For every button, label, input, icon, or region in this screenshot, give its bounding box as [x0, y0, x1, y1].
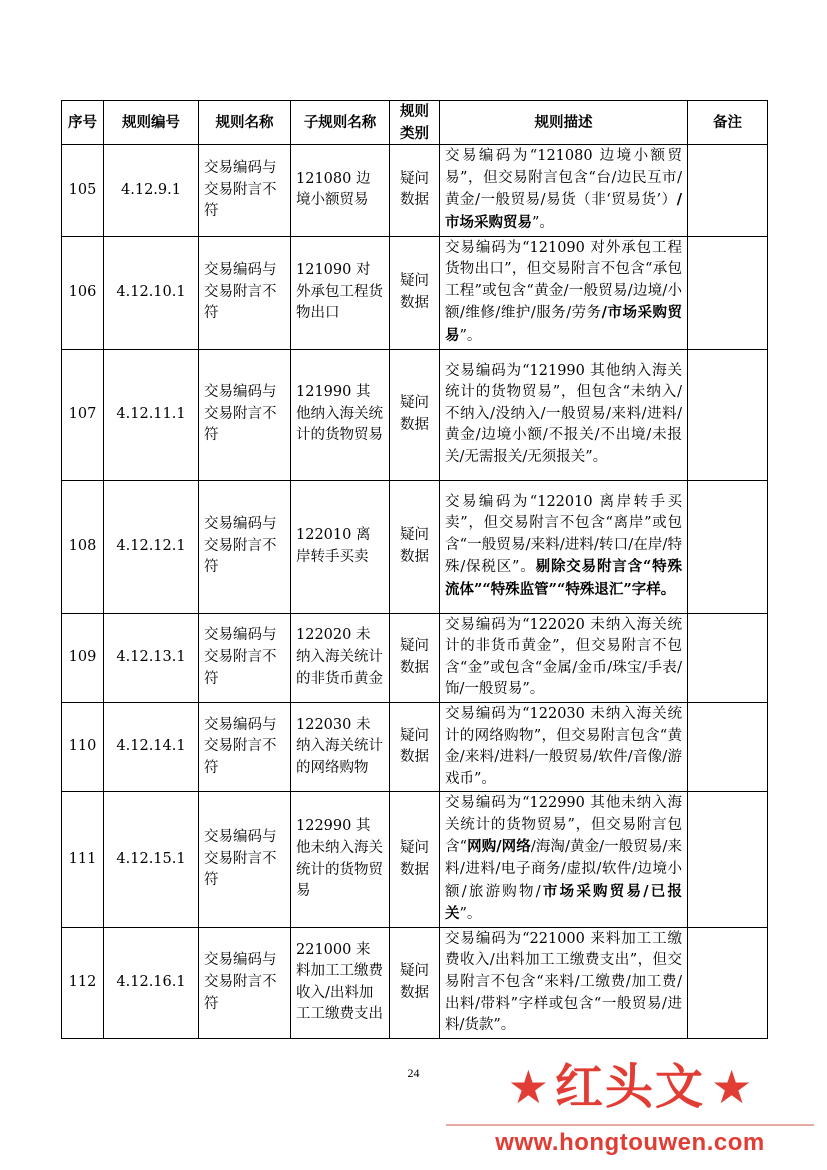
table-row: [62, 145, 768, 236]
watermark-divider: [446, 1124, 814, 1126]
table-row: [62, 349, 768, 480]
rule-name: 交易编码与交易附言不符: [199, 927, 291, 1038]
header-name: 规则名称: [199, 101, 291, 145]
header-description: 规则描述: [440, 101, 688, 145]
description-segment: 交易编码为“121090 对外承包工程货物出口”，但交易附言不包含“承包工程”或包含“黄金/一般贸易/边境/小额/维修/维护/服务/劳务: [445, 239, 682, 322]
star-icon: ★: [507, 1060, 549, 1114]
table-row: [62, 236, 768, 349]
description-segment: 市场采购贸易/已报关: [445, 882, 682, 923]
rule-description: [440, 792, 688, 928]
star-icon: ★: [711, 1060, 753, 1114]
rule-category: 疑问数据: [390, 236, 440, 349]
rule-note: [688, 349, 768, 480]
rule-code: 4.12.10.1: [104, 236, 199, 349]
sub-rule-name: 121990 其他纳入海关统计的货物贸易: [291, 349, 390, 480]
watermark-url: www.hongtouwen.com: [495, 1129, 765, 1156]
rule-name: 交易编码与交易附言不符: [199, 349, 291, 480]
sub-rule-name: 122030 未纳入海关统计的网络购物: [291, 702, 390, 791]
sub-rule-name: 122020 未纳入海关统计的非货币黄金: [291, 613, 390, 702]
rule-category: 疑问数据: [390, 349, 440, 480]
rule-description: [440, 927, 688, 1038]
rule-note: [688, 927, 768, 1038]
header-row: [62, 101, 768, 145]
header-sub-name: 子规则名称: [291, 101, 390, 145]
table-row: [62, 613, 768, 702]
table-row: [62, 480, 768, 613]
header-note: 备注: [688, 101, 768, 145]
description-segment: 交易编码为“121990 其他纳入海关统计的货物贸易”，但包含“未纳入/不纳入/没纳入/一般贸易/来料/进料/黄金/边境小额/不报关/不出境/未报关/无需报关/无须报关”。: [445, 362, 682, 465]
rule-category: 疑问数据: [390, 927, 440, 1038]
rule-name: 交易编码与交易附言不符: [199, 702, 291, 791]
header-category: 规则类别: [390, 101, 440, 145]
page-number: 24: [407, 1066, 420, 1080]
description-segment: 剔除交易附言含“特殊流体”“特殊监管”“特殊退汇”字样。: [445, 558, 682, 598]
rule-description: [440, 349, 688, 480]
rule-name: 交易编码与交易附言不符: [199, 613, 291, 702]
description-segment: 交易编码为“121080 边境小额贸易”，但交易附言包含“台/边民互市/黄金/一般贸易/易货（非‘贸易货’）: [445, 148, 682, 209]
row-index: 105: [62, 145, 104, 236]
header-code: 规则编号: [104, 101, 199, 145]
rule-name: 交易编码与交易附言不符: [199, 236, 291, 349]
description-segment: 交易编码为“122990 其他未纳入海关统计的货物贸易”，但交易附言包含“: [445, 795, 682, 856]
rule-note: [688, 702, 768, 791]
rule-note: [688, 792, 768, 928]
row-index: 106: [62, 236, 104, 349]
description-segment: 交易编码为“122010 离岸转手买卖”，但交易附言不包含“离岸”或包含“一般贸易/来料/进料/转口/在岸/特殊/保税区”。: [445, 493, 682, 576]
rule-category: 疑问数据: [390, 145, 440, 236]
description-segment: 网购/网络: [467, 838, 531, 856]
rule-name: 交易编码与交易附言不符: [199, 145, 291, 236]
table-row: [62, 702, 768, 791]
rule-code: 4.12.16.1: [104, 927, 199, 1038]
rule-category: 疑问数据: [390, 613, 440, 702]
rule-description: [440, 480, 688, 613]
rule-code: 4.12.15.1: [104, 792, 199, 928]
table-header: [62, 101, 768, 145]
rule-category: 疑问数据: [390, 480, 440, 613]
description-segment: 交易编码为“122030 未纳入海关统计的网络购物”，但交易附言包含“黄金/来料/进料/一般贸易/软件/音像/游戏币”。: [445, 705, 682, 787]
description-segment: ”。: [532, 214, 554, 231]
rule-code: 4.12.11.1: [104, 349, 199, 480]
sub-rule-name: 221000 来料加工工缴费收入/出料加工工缴费支出: [291, 927, 390, 1038]
row-index: 110: [62, 702, 104, 791]
rule-category: 疑问数据: [390, 702, 440, 791]
sub-rule-name: 122990 其他未纳入海关统计的货物贸易: [291, 792, 390, 928]
rule-note: [688, 145, 768, 236]
rule-name: 交易编码与交易附言不符: [199, 792, 291, 928]
description-segment: /市场采购贸易: [445, 191, 682, 231]
rule-name: 交易编码与交易附言不符: [199, 480, 291, 613]
row-index: 108: [62, 480, 104, 613]
rule-description: [440, 613, 688, 702]
sub-rule-name: 121080 边境小额贸易: [291, 145, 390, 236]
description-segment: ”。: [459, 906, 482, 923]
description-segment: ”。: [459, 327, 482, 344]
rule-code: 4.12.9.1: [104, 145, 199, 236]
table-body: [62, 145, 768, 1039]
row-index: 107: [62, 349, 104, 480]
sub-rule-name: 121090 对外承包工程货物出口: [291, 236, 390, 349]
rule-description: [440, 236, 688, 349]
row-index: 111: [62, 792, 104, 928]
rule-code: 4.12.14.1: [104, 702, 199, 791]
rule-description: [440, 145, 688, 236]
description-segment: 交易编码为“221000 来料加工工缴费收入/出料加工工缴费支出”，但交易附言不包含“来料/工缴费/加工费/出料/带料”字样或包含“一般贸易/进料/货款”。: [445, 930, 682, 1034]
watermark-title: [440, 1049, 820, 1125]
watermark-logo: [440, 1049, 820, 1164]
description-segment: 交易编码为“122020 未纳入海关统计的非货币黄金”，但交易附言不包含“金”或包含“金属/金币/珠宝/手表/饰/一般贸易”。: [445, 616, 682, 698]
table-row: [62, 792, 768, 928]
watermark-text: 红头文: [554, 1059, 705, 1115]
rules-table: [61, 100, 768, 1039]
rule-description: [440, 702, 688, 791]
row-index: 109: [62, 613, 104, 702]
rule-note: [688, 480, 768, 613]
table-row: [62, 927, 768, 1038]
rule-note: [688, 613, 768, 702]
row-index: 112: [62, 927, 104, 1038]
rule-code: 4.12.12.1: [104, 480, 199, 613]
sub-rule-name: 122010 离岸转手买卖: [291, 480, 390, 613]
description-segment: /市场采购贸易: [445, 304, 682, 344]
rule-code: 4.12.13.1: [104, 613, 199, 702]
description-segment: /海淘/黄金/一般贸易/来料/进料/电子商务/虚拟/软件/边境小额/旅游购物/: [445, 839, 682, 900]
rule-category: 疑问数据: [390, 792, 440, 928]
rule-note: [688, 236, 768, 349]
header-index: 序号: [62, 101, 104, 145]
